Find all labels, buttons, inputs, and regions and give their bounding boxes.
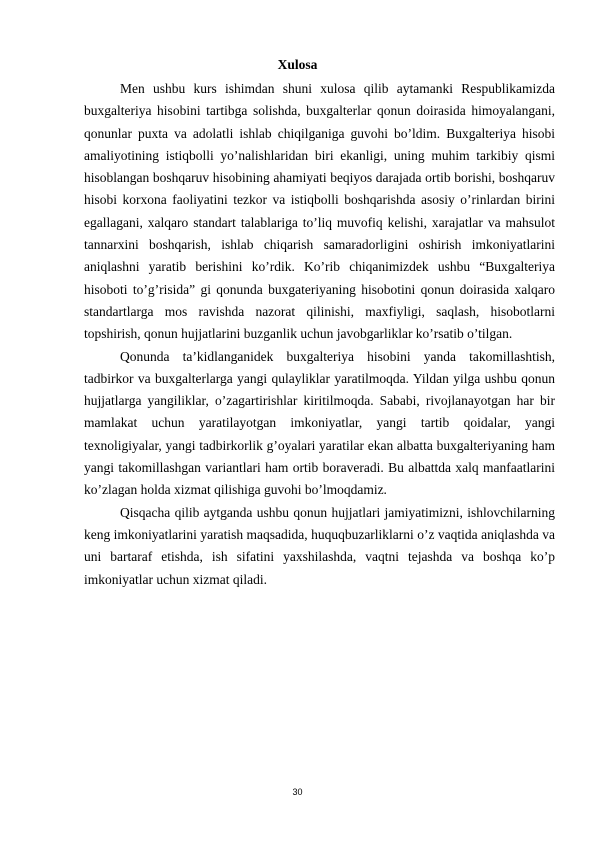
document-body [84, 78, 555, 591]
page-number: 30 [292, 787, 303, 797]
section-title: Xulosa [277, 57, 318, 72]
paragraph-3: Qisqacha qilib aytganda ushbu qonun hujjatlari jamiyatimizni, ishlovchilarning keng imkoniyatlarini yaratish maqsadida, huquqbuzarliklarni o’z vaqtida aniqlashda va uni bartaraf etishda, ish sifatini yaxshilashda, vaqtni tejashda va boshqa ko’p imkoniyatlar uchun xizmat qiladi. [84, 504, 555, 587]
paragraph-1: Men ushbu kurs ishimdan shuni xulosa qilib aytamanki Respublikamizda buxgalteriya hisobini tartibga solishda, buxgalterlar qonun doirasida himoyalangani, qonunlar puxta va adolatli ishlab chiqilganiga guvohi bo’ldim. Buxgalteriya hisobi amaliyotining istiqbolli yo’nalishlaridan biri ekanligi, uning muhim tarkibiy qismi hisoblangan boshqaruv hisobining ahamiyati beqiyos darajada ortib borishi, boshqaruv hisobi korxona faoliyatini tezkor va istiqbolli boshqarishda asosiy o’rinlardan birini egallagani, xalqaro standart talablariga to’liq muvofiq kelishi, xarajatlar va mahsulot tannarxini boshqarish, ishlab chiqarish samaradorligini oshirish imkoniyatlarini aniqlashni yaratib berishini ko’rdik. Ko’rib chiqanimizdek ushbu “Buxgalteriya hisoboti to’g’risida” gi qonunda buxgateriyaning hisobotini qonun doirasida xalqaro standartlarga mos ravishda nazorat qilinishi, maxfiyligi, saqlash, hisobotlarni topshirish, qonun hujjatlarini buzganlik uchun javobgarliklar ko’rsatib o’tilgan. [84, 81, 555, 342]
paragraph-2: Qonunda ta’kidlanganidek buxgalteriya hisobini yanda takomillashtish, tadbirkor va buxgalterlarga yangi qulayliklar yaratilmoqda. Yildan yilga ushbu qonun hujjatlarga yangiliklar, o’zagartirishlar kiritilmoqda. Sababi, rivojlanayotgan har bir mamlakat uchun yaratilayotgan imkoniyatlar, yangi tartib qoidalar, yangi texnoligiyalar, yangi tadbirkorlik g’oyalari yaratilar ekan albatta buxgalteriyaning ham yangi takomillashgan variantlari ham ortib boraveradi. Bu albattda xalq manfaatlarini ko’zlagan holda xizmat qilishiga guvohi bo’lmoqdamiz. [84, 348, 555, 498]
